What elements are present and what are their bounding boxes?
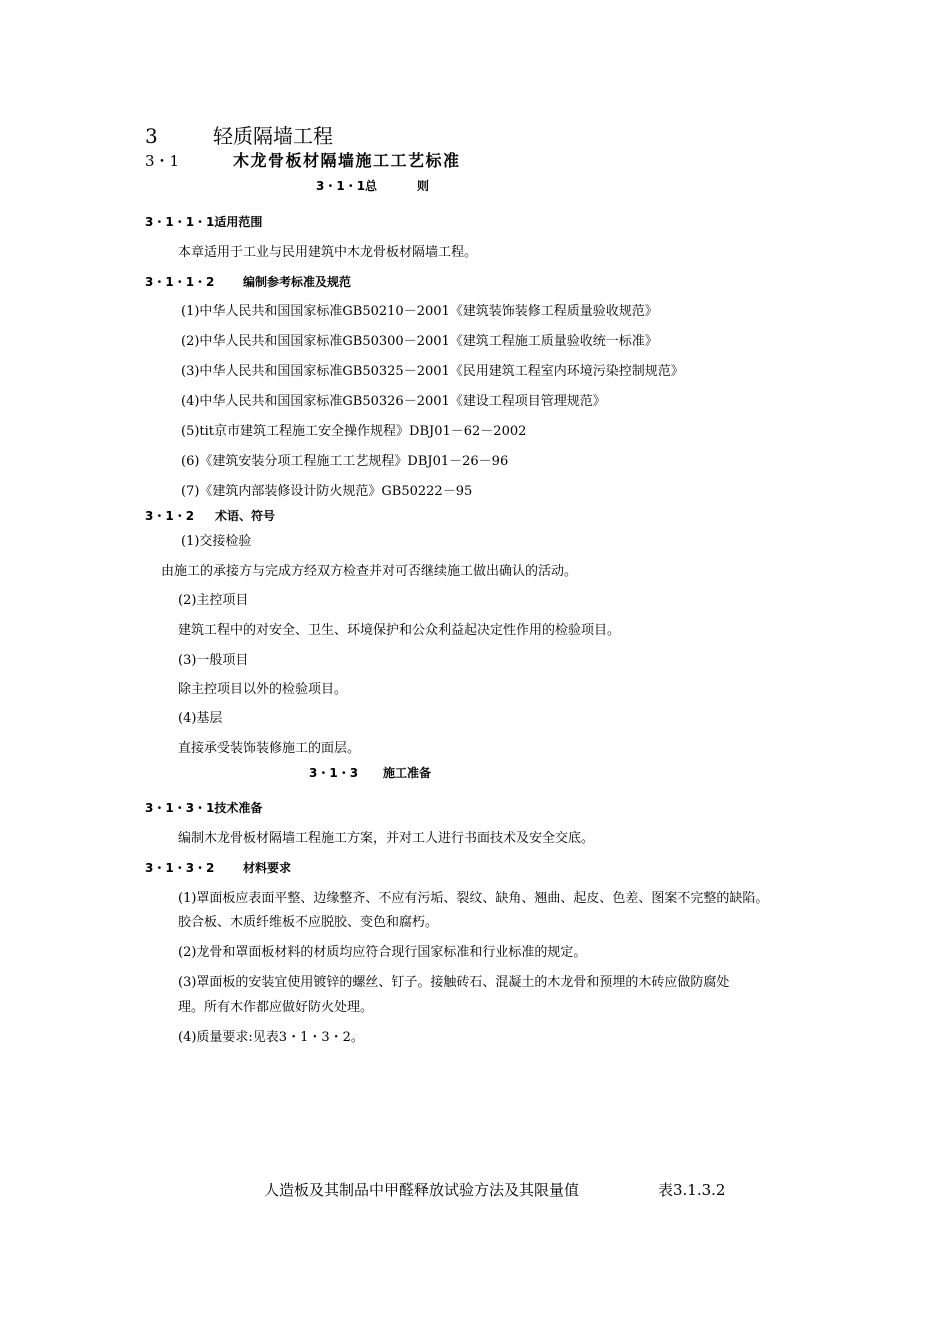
- term-label: (4)基层: [178, 711, 223, 726]
- term-definition: 由施工的承接方与完成方经双方检查并对可否继续施工做出确认的活动。: [161, 564, 578, 579]
- clause-3-1-3-2-title: 材料要求: [243, 861, 292, 875]
- table-caption-title: 人造板及其制品中甲醛释放试验方法及其限量值: [264, 1181, 580, 1199]
- subsection-3-1-2-number: 3・1・2: [145, 509, 195, 523]
- clause-3-1-1-2-title: 编制参考标准及规范: [243, 275, 352, 289]
- material-requirement-line: 胶合板、木质纤维板不应脱胶、变色和腐朽。: [178, 915, 439, 930]
- subsection-3-1-1-heading-tail: 则: [417, 179, 430, 193]
- subsection-3-1-2-title: 术语、符号: [215, 509, 276, 523]
- term-label: (2)主控项目: [178, 593, 249, 608]
- standard-item: (1)中华人民共和国国家标准GB50210－2001《建筑装饰装修工程质量验收规范》: [181, 304, 658, 319]
- clause-3-1-1-1-heading: 3・1・1・1适用范围: [145, 215, 263, 229]
- standard-item: (7)《建筑内部装修设计防火规范》GB50222－95: [181, 484, 473, 499]
- term-definition: 除主控项目以外的检验项目。: [178, 682, 348, 697]
- material-requirement-line: (2)龙骨和罩面板材料的材质均应符合现行国家标准和行业标准的规定。: [178, 945, 587, 960]
- material-requirement-line: (4)质量要求:见表3・1・3・2。: [178, 1030, 364, 1045]
- standard-item: (3)中华人民共和国国家标准GB50325－2001《民用建筑工程室内环境污染控制规范》: [181, 364, 684, 379]
- material-requirement-line: 理。所有木作都应做好防火处理。: [178, 1000, 374, 1015]
- subsection-3-1-1-heading: 3・1・1总: [316, 179, 378, 193]
- clause-3-1-1-1-text: 本章适用于工业与民用建筑中木龙骨板材隔墙工程。: [178, 245, 478, 260]
- clause-3-1-3-2-number: 3・1・3・2: [145, 861, 215, 875]
- section-title: 木龙骨板材隔墙施工工艺标准: [233, 151, 461, 170]
- standard-item: (5)tit京市建筑工程施工安全操作规程》DBJ01－62－2002: [181, 424, 527, 439]
- material-requirement-line: (3)罩面板的安装宜使用镀锌的螺丝、钉子。接触砖石、混凝土的木龙骨和预埋的木砖应做防腐处: [178, 975, 730, 990]
- material-requirement-line: (1)罩面板应表面平整、边缘整齐、不应有污垢、裂纹、缺角、翘曲、起皮、色差、图案不完整的缺陷。: [178, 891, 769, 906]
- subsection-3-1-3-number: 3・1・3: [309, 766, 359, 780]
- term-definition: 建筑工程中的对安全、卫生、环境保护和公众利益起决定性作用的检验项目。: [178, 623, 621, 638]
- standard-item: (4)中华人民共和国国家标准GB50326－2001《建设工程项目管理规范》: [181, 394, 606, 409]
- section-number: 3・1: [145, 152, 180, 170]
- clause-3-1-3-1-heading: 3・1・3・1技术准备: [145, 801, 263, 815]
- subsection-3-1-3-title: 施工准备: [383, 766, 432, 780]
- clause-3-1-1-2-number: 3・1・1・2: [145, 275, 215, 289]
- table-caption-number: 表3.1.3.2: [658, 1181, 726, 1199]
- clause-3-1-3-1-text: 编制木龙骨板材隔墙工程施工方案，并对工人进行书面技术及安全交底。: [178, 831, 595, 846]
- standard-item: (6)《建筑安装分项工程施工工艺规程》DBJ01－26－96: [181, 454, 509, 469]
- chapter-title: 轻质隔墙工程: [213, 124, 333, 148]
- term-label: (1)交接检验: [181, 534, 252, 549]
- term-label: (3)一般项目: [178, 653, 249, 668]
- term-definition: 直接承受装饰装修施工的面层。: [178, 741, 361, 756]
- standard-item: (2)中华人民共和国国家标准GB50300－2001《建筑工程施工质量验收统一标准》: [181, 334, 658, 349]
- chapter-number: 3: [145, 124, 158, 148]
